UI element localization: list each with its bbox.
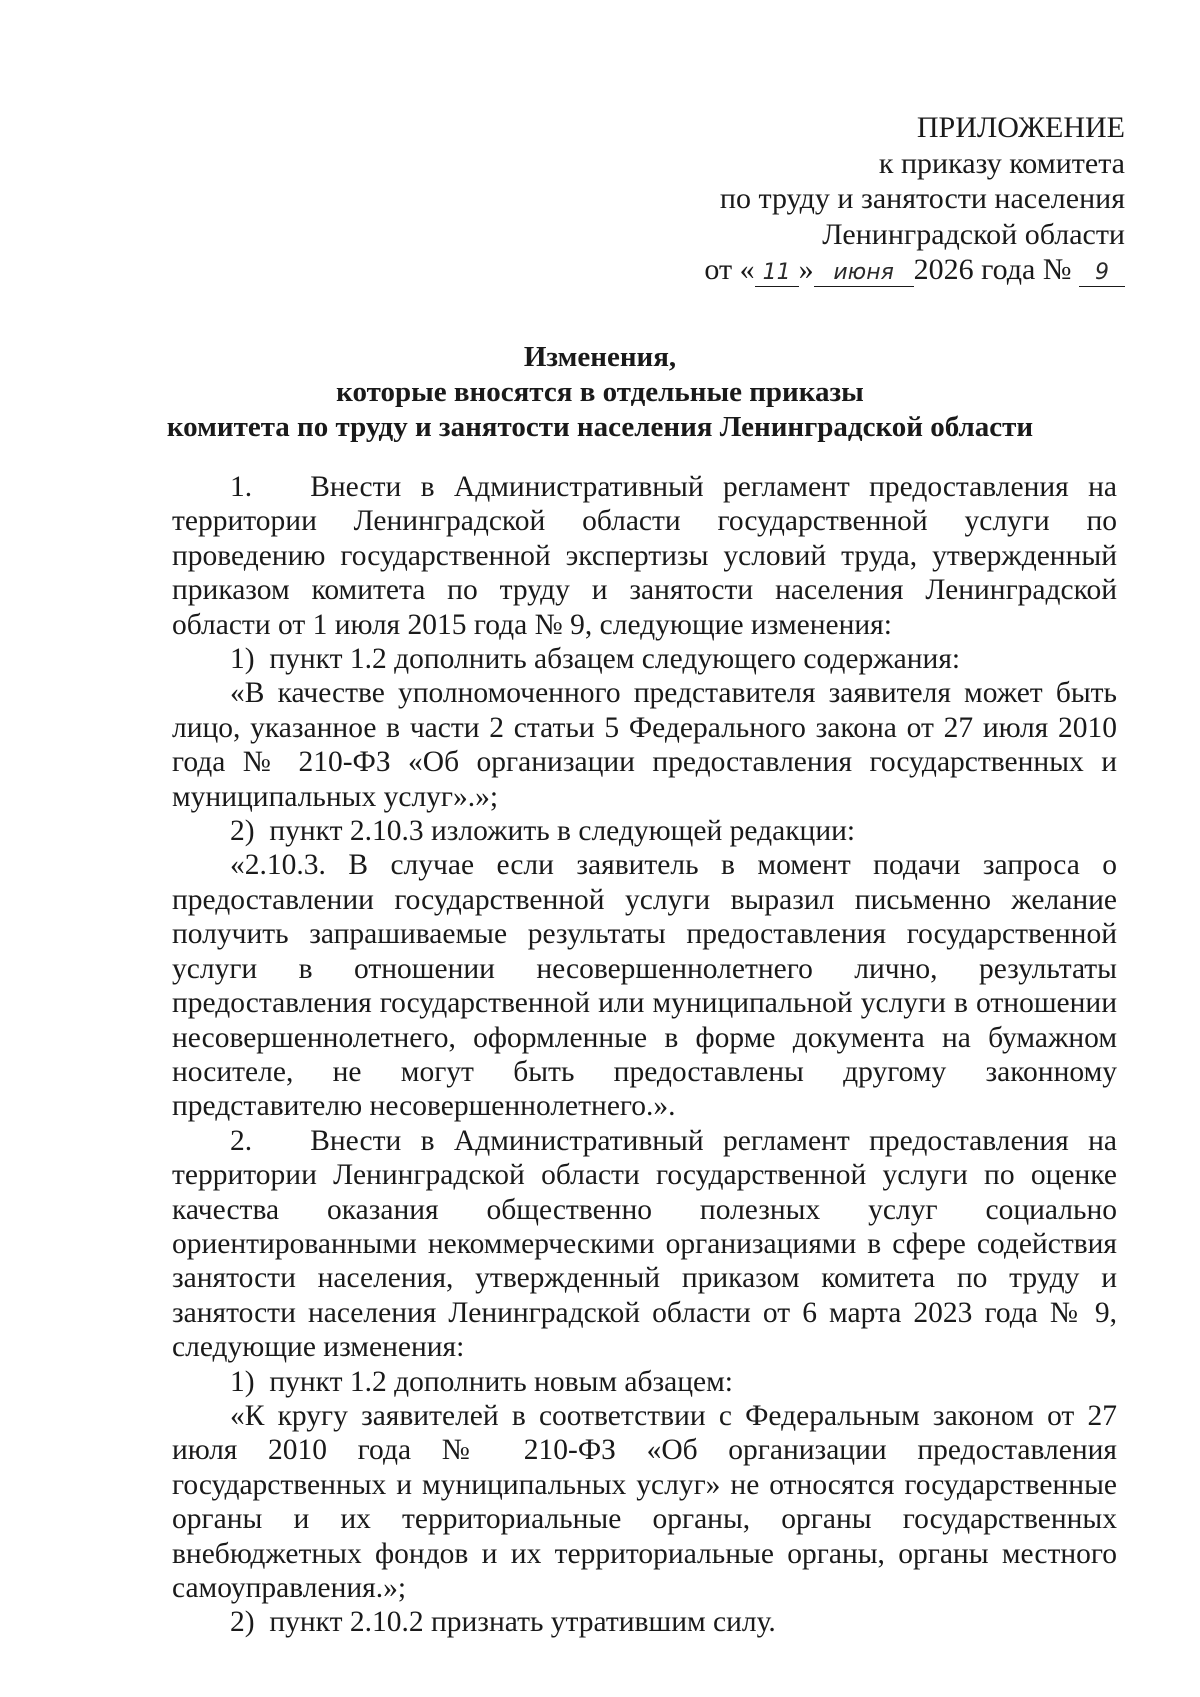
paragraph-6: 2. Внести в Административный регламент предоставления на территории Ленинградской области государственной услуги по оценке качества оказания общественно полезных услуг социально ориентированными некоммерческими организациями в сфере содействия занятости населения, утвержденный приказом комитета по труду и занятости населения Ленинградской области от 6 марта 2023 года № 9, следующие изменения: [172, 1124, 1117, 1364]
paragraph-5: «2.10.3. В случае если заявитель в момент подачи запроса о предоставлении государственной услуги выразил письменно желание получить запрашиваемые результаты предоставления государственной услуги в отношении несовершеннолетнего лично, результаты предоставления государственной или муниципальной услуги в отношении несовершеннолетнего, оформленные в форме документа на бумажном носителе, не могут быть предоставлены другому законному представителю несовершеннолетнего.». [172, 849, 1117, 1123]
title-line-1: Изменения, [523, 341, 677, 373]
paragraph-9: 2) пункт 2.10.2 признать утратившим силу. [230, 1606, 776, 1639]
appendix-line-1: к приказу комитета [878, 146, 1125, 180]
paragraph-1: 1. Внести в Административный регламент предоставления на территории Ленинградской области государственной услуги по проведению государственной экспертизы условий труда, утвержденный приказом комитета по труду и занятости населения Ленинградской области от 1 июля 2015 года № 9, следующие изменения: [172, 471, 1117, 641]
date-day-field [755, 257, 799, 287]
document-body [172, 470, 1117, 1640]
appendix-line-2: по труду и занятости населения [719, 182, 1125, 215]
order-number-field [1079, 258, 1125, 287]
paragraph-3: «В качестве уполномоченного представителя заявителя может быть лицо, указанное в части 2 статьи 5 Федерального закона от 27 июля 2010 года № 210-ФЗ «Об организации предоставления государственных и муниципальных услуг».»; [172, 677, 1117, 813]
order-number-handwritten: 9 [1095, 260, 1109, 285]
paragraph-4: 2) пункт 2.10.3 изложить в следующей редакции: [230, 815, 856, 848]
date-year-text: 2026 года № [913, 253, 1072, 286]
paragraph-8: «К кругу заявителей в соответствии с Федеральным законом от 27 июля 2010 года № 210-ФЗ «Об организации предоставления государственных и муниципальных услуг» не относятся государственные органы и их территориальные органы, органы государственных внебюджетных фондов и их территориальные органы, органы местного самоуправления.»; [172, 1399, 1117, 1604]
title-line-2: которые вносятся в отдельные приказы [336, 376, 864, 408]
date-month-field [814, 257, 914, 287]
date-day-handwritten: 11 [762, 260, 791, 285]
date-prefix: от « [704, 253, 755, 286]
paragraph-2: 1) пункт 1.2 дополнить абзацем следующего содержания: [230, 643, 961, 676]
appendix-line-3: Ленинградской области [822, 217, 1125, 251]
date-mid: » [798, 253, 814, 286]
appendix-heading: ПРИЛОЖЕНИЕ [916, 111, 1125, 144]
date-month-handwritten: июня [833, 260, 894, 285]
paragraph-7: 1) пункт 1.2 дополнить новым абзацем: [230, 1365, 733, 1398]
title-line-3: комитета по труду и занятости населения Ленинградской области [166, 411, 1034, 443]
order-date-line [525, 252, 1125, 288]
document-title [150, 340, 1050, 445]
appendix-header [525, 110, 1125, 288]
